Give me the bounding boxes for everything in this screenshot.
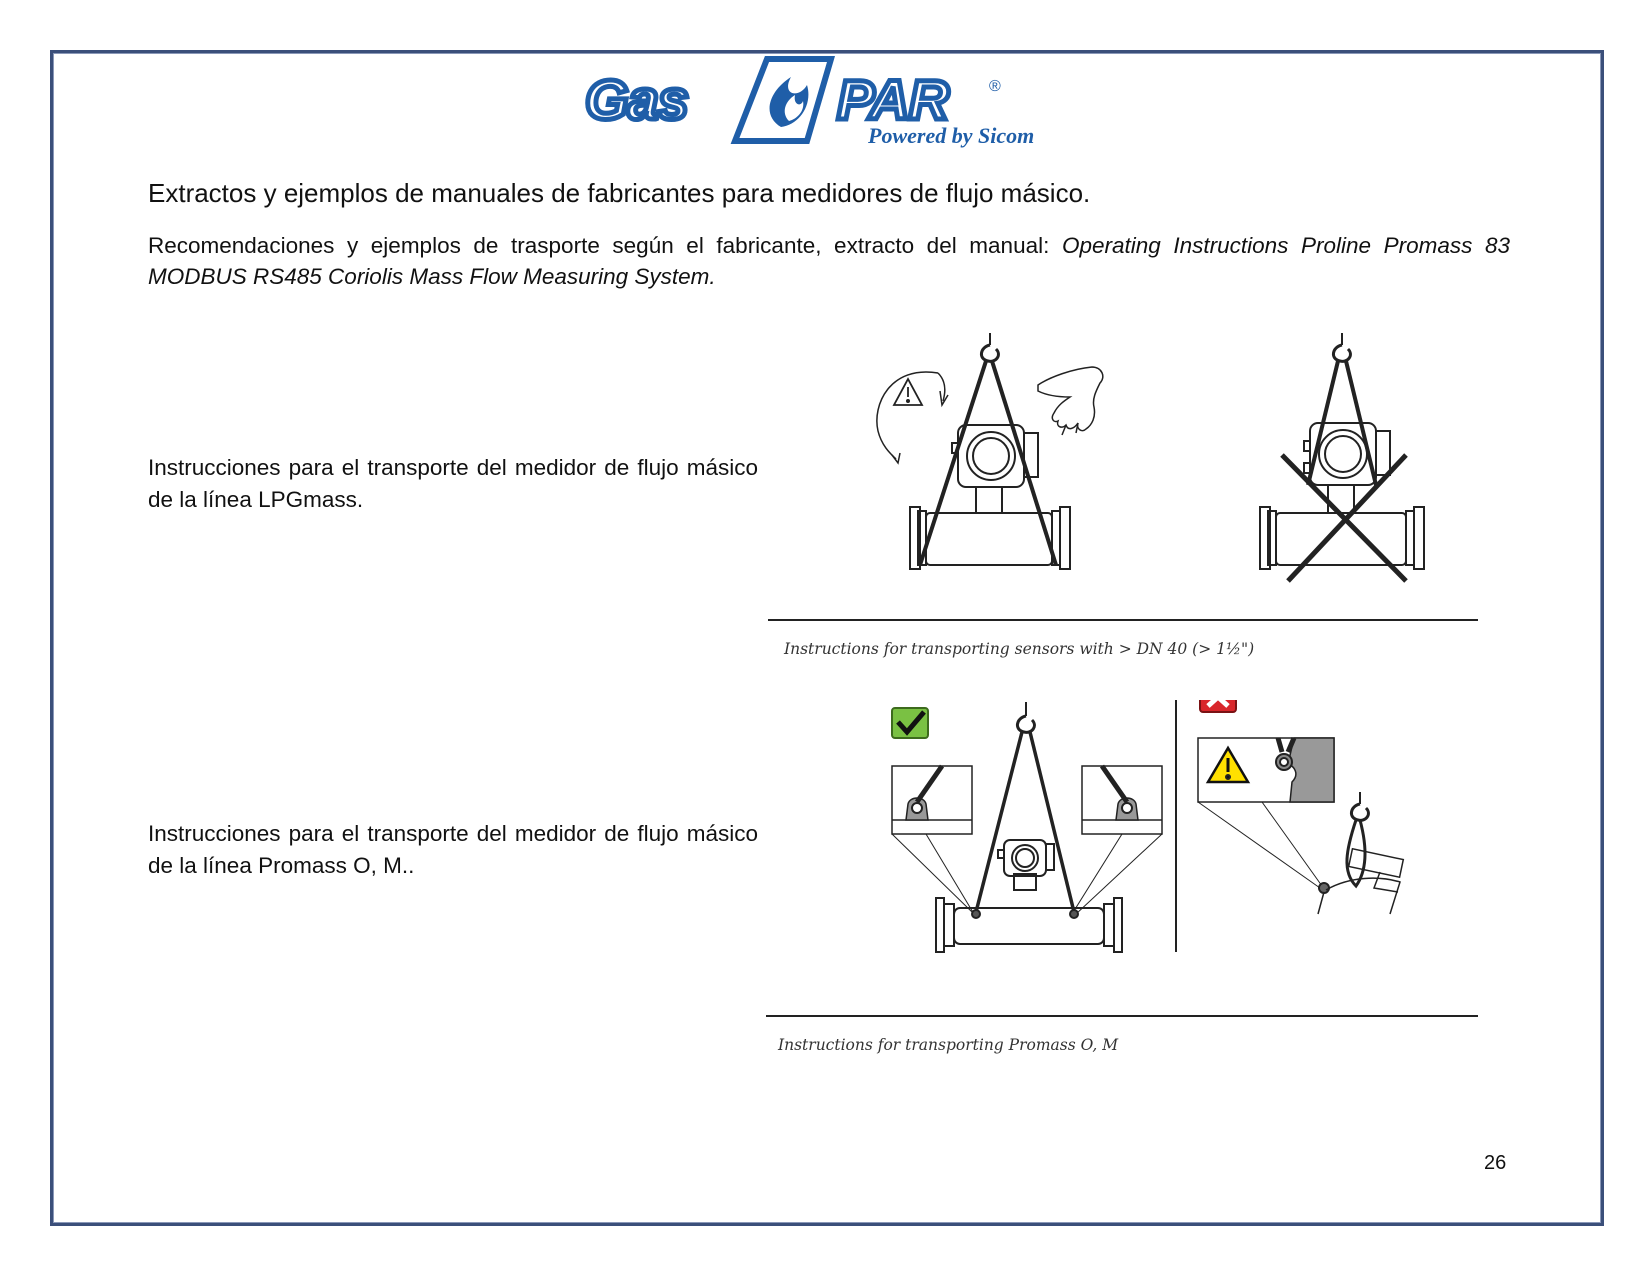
transport-figure-promass (880, 700, 1480, 990)
figure1-caption: Instructions for transporting sensors with > DN 40 (> 1½") (784, 640, 1255, 658)
correct-lifting-illustration (877, 333, 1103, 569)
section1-description: Instrucciones para el transporte del medidor de flujo másico de la línea LPGmass. (148, 455, 758, 512)
incorrect-lifting-illustration (1260, 333, 1424, 581)
figure1-rule (768, 619, 1478, 621)
manual-title: Operating Instructions Proline Promass 83 MODBUS RS485 Coriolis Mass Flow Measuring System. (148, 233, 1510, 289)
page-heading: Extractos y ejemplos de manuales de fabricantes para medidores de flujo másico. (148, 178, 1091, 208)
section2-description: Instrucciones para el transporte del medidor de flujo másico de la línea Promass O, M.. (148, 821, 758, 878)
transport-figure-lpgmass (780, 325, 1520, 595)
intro-text: Recomendaciones y ejemplos de trasporte según el fabricante, extracto del manual: (148, 233, 1062, 258)
brand-left-text: Gas (585, 68, 688, 131)
brand-right-text: PAR (837, 68, 949, 131)
logo-tagline: Powered by Sicom (868, 123, 1035, 148)
cross-no-icon (1200, 700, 1236, 712)
figure2-caption: Instructions for transporting Promass O, M (778, 1036, 1119, 1054)
flame-emblem-icon (735, 59, 831, 141)
figure2-rule (766, 1015, 1478, 1017)
checkmark-ok-icon (892, 708, 928, 738)
registered-mark: ® (989, 78, 1001, 95)
intro-paragraph (148, 230, 1510, 292)
page-number: 26 (1484, 1152, 1507, 1174)
